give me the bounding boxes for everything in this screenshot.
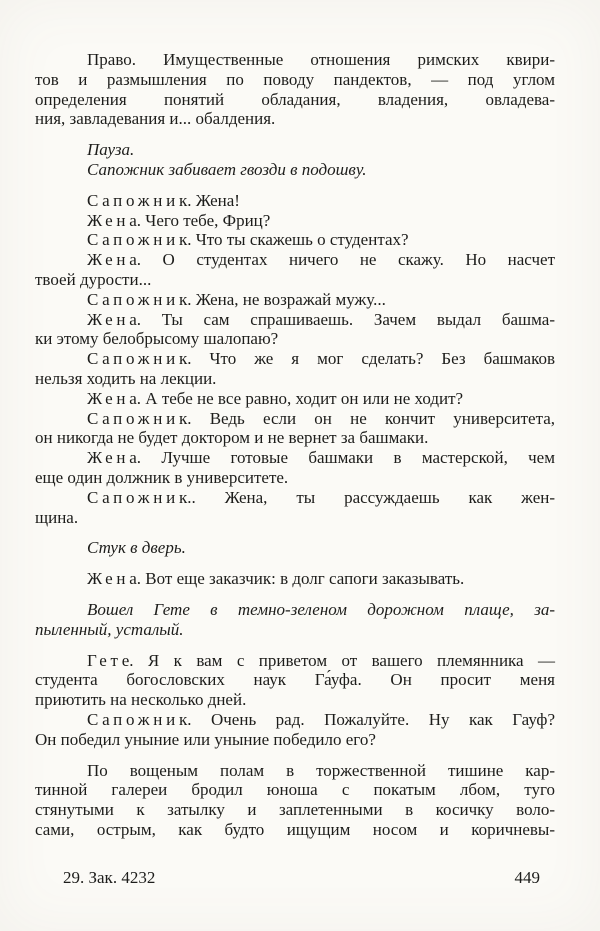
speaker-name: Жена (87, 388, 141, 408)
text-line: Сапожник забивает гвозди в подошву. (87, 159, 367, 179)
dialogue-text: . Ведь если он не кончит университета, (187, 408, 555, 428)
text-line (35, 250, 555, 270)
text-line: приютить на несколько дней. (35, 690, 247, 710)
speaker-name: Жена (87, 448, 141, 468)
text-line (35, 448, 555, 468)
dialogue-paragraph (35, 349, 555, 389)
speaker-name: Сапожник (87, 709, 191, 729)
dialogue-paragraph (35, 569, 555, 589)
dialogue-paragraph (35, 290, 555, 310)
speaker-name: Сапожник (87, 289, 191, 309)
dialogue-text: . Я к вам с приветом от вашего племянника — (129, 650, 555, 670)
dialogue-text: . Вот еще заказчик: в долг сапоги заказывать. (136, 569, 465, 589)
speaker-name: Жена (87, 569, 141, 589)
text-line (35, 651, 555, 671)
dialogue-paragraph (35, 710, 555, 750)
speaker-name: Сапожник (87, 487, 191, 507)
dialogue-text: . О студентах ничего не скажу. Но насчет (136, 250, 555, 270)
text-line (35, 230, 555, 250)
text-line (35, 409, 555, 429)
text-line: студента богословских наук Га́уфа. Он просит меня (35, 670, 555, 690)
dialogue-paragraph (35, 250, 555, 290)
text-line (35, 211, 555, 231)
text-line: тинной галереи бродил юноша с покатым лбом, туго (35, 780, 555, 800)
text-block (35, 50, 555, 840)
dialogue-paragraph (35, 310, 555, 350)
prose-paragraph (35, 50, 555, 129)
text-line: Вошел Гете в темно-зеленом дорожном плаще, за- (87, 599, 555, 619)
text-line: щина. (35, 507, 79, 527)
speaker-name: Жена (87, 250, 141, 270)
text-line: Он победил уныние или уныние победило его? (35, 729, 376, 749)
dialogue-paragraph (35, 448, 555, 488)
text-line (35, 290, 555, 310)
text-line (35, 389, 555, 409)
dialogue-paragraph (35, 651, 555, 710)
text-line: тов и размышления по поводу пандектов, — под углом (35, 69, 555, 89)
stage-direction (35, 160, 555, 180)
printers-mark: 29. Зак. 4232 (63, 868, 156, 887)
text-line: Пауза. (87, 140, 135, 160)
text-line (35, 710, 555, 730)
text-line (35, 349, 555, 369)
dialogue-paragraph (35, 230, 555, 250)
speaker-name: Гете (87, 650, 134, 670)
text-line: он никогда не будет доктором и не вернет за башмаки. (35, 428, 429, 448)
dialogue-paragraph (35, 488, 555, 528)
dialogue-text: .. Жена, ты рассуждаешь как жен- (187, 487, 555, 507)
stage-direction (35, 538, 555, 558)
text-line: пыленный, усталый. (35, 619, 184, 639)
text-line: сами, острым, как будто ищущим носом и коричневы- (35, 819, 555, 839)
speaker-name: Жена (87, 210, 141, 230)
dialogue-text: . Что ты скажешь о студентах? (187, 230, 409, 250)
text-line (35, 488, 555, 508)
speaker-name: Сапожник (87, 349, 191, 369)
text-line: По вощеным полам в торжественной тишине кар- (87, 760, 555, 780)
page-footer (63, 868, 540, 888)
dialogue-text: . Что же я мог сделать? Без башмаков (187, 349, 555, 369)
text-line: нельзя ходить на лекции. (35, 368, 217, 388)
dialogue-paragraph (35, 191, 555, 211)
text-line (35, 310, 555, 330)
speaker-name: Сапожник (87, 230, 191, 250)
text-line: определения понятий обладания, владения, овладева- (35, 89, 555, 109)
dialogue-paragraph (35, 211, 555, 231)
text-line: еще один должник в университете. (35, 467, 289, 487)
speaker-name: Сапожник (87, 408, 191, 428)
text-line: Стук в дверь. (87, 538, 186, 558)
speaker-name: Сапожник (87, 190, 191, 210)
dialogue-text: . А тебе не все равно, ходит он или не ходит? (136, 388, 464, 408)
stage-direction (35, 600, 555, 640)
dialogue-text: . Ты сам спрашиваешь. Зачем выдал башма- (136, 309, 555, 329)
dialogue-text: . Очень рад. Пожалуйте. Ну как Гауф? (187, 709, 555, 729)
dialogue-text: . Чего тебе, Фриц? (136, 210, 271, 230)
dialogue-text: . Жена, не возражай мужу... (187, 289, 386, 309)
dialogue-paragraph (35, 409, 555, 449)
page-number: 449 (514, 868, 540, 887)
dialogue-text: . Лучше готовые башмаки в мастерской, чем (136, 448, 555, 468)
text-line (35, 191, 555, 211)
text-line: Право. Имущественные отношения римских квири- (87, 50, 555, 69)
text-line (35, 569, 555, 589)
text-line: ния, завладевания и... обалдения. (35, 109, 276, 129)
prose-paragraph (35, 761, 555, 840)
dialogue-text: . Жена! (187, 190, 240, 210)
speaker-name: Жена (87, 309, 141, 329)
text-line: стянутыми к затылку и заплетенными в косичку воло- (35, 800, 555, 820)
text-line: твоей дурости... (35, 269, 152, 289)
dialogue-paragraph (35, 389, 555, 409)
stage-direction (35, 140, 555, 160)
text-line: ки этому белобрысому шалопаю? (35, 329, 279, 349)
